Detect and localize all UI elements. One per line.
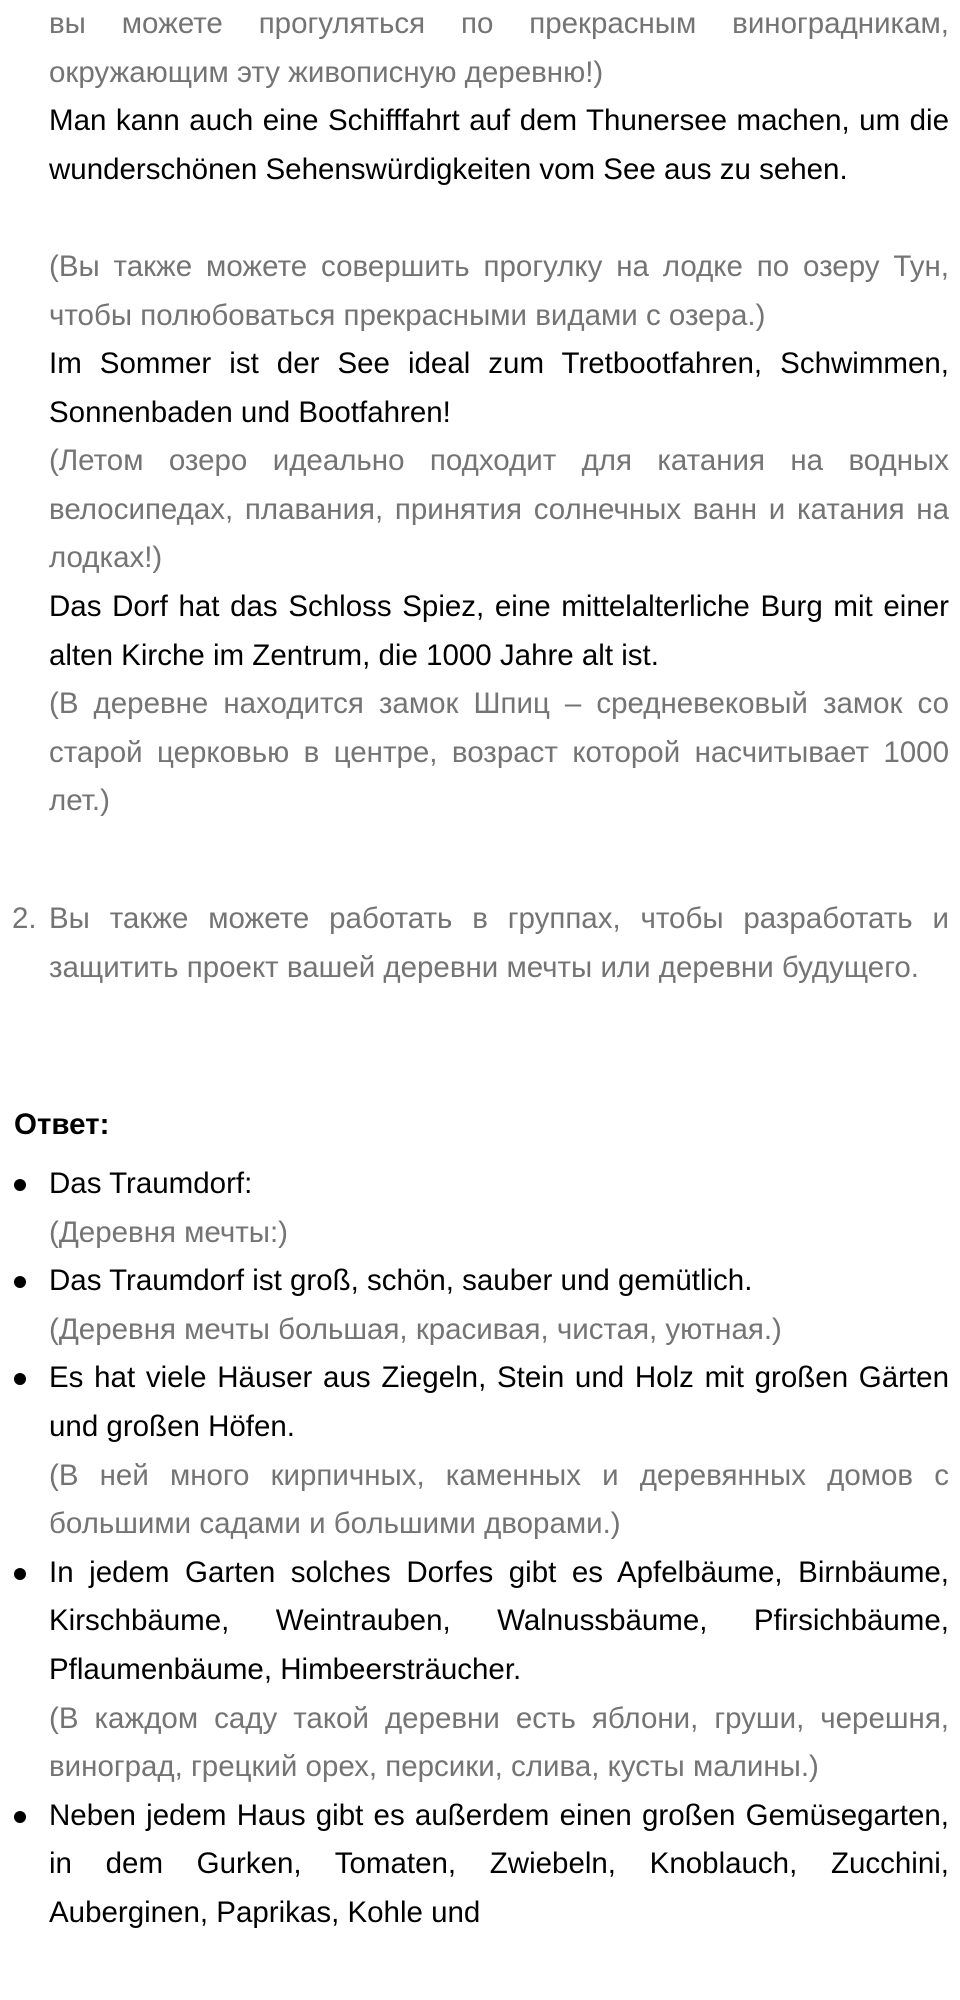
translation-text: (Деревня мечты:) xyxy=(49,1215,288,1249)
translation-text: вы можете прогуляться по прекрасным виноградникам, окружающим эту живописную деревню!) xyxy=(49,7,949,89)
bullet-icon xyxy=(14,1179,26,1191)
task-text: Вы также можете работать в группах, чтобы разработать и защитить проект вашей деревни мечты или деревни будущего. xyxy=(49,902,949,984)
translation-text: (В деревне находится замок Шпиц – средневековый замок со старой церковью в центре, возраст которой насчитывает 1000 лет.) xyxy=(49,687,949,818)
german-text: Das Traumdorf: xyxy=(49,1167,253,1200)
list-item xyxy=(0,1792,949,1938)
passage-de-1 xyxy=(49,97,949,194)
task-number: 2. xyxy=(12,902,37,935)
answer-heading: Ответ: xyxy=(14,1108,110,1141)
passage-de-3 xyxy=(49,583,949,680)
passage-ru-1 xyxy=(49,0,949,97)
bullet-icon xyxy=(14,1373,26,1385)
translation-text: (Вы также можете совершить прогулку на лодке по озеру Тун, чтобы полюбоваться прекрасными видами с озера.) xyxy=(49,250,949,332)
translation-text: (В ней много кирпичных, каменных и деревянных домов с большими садами и большими дворами.) xyxy=(49,1458,949,1541)
german-text: In jedem Garten solches Dorfes gibt es Apfelbäume, Birnbäume, Kirschbäume, Weintrauben, Walnussbäume, Pfirsichbäume, Pflaumenbäume, Himbeersträucher. xyxy=(49,1555,949,1686)
list-item xyxy=(0,1160,949,1257)
german-text: Es hat viele Häuser aus Ziegeln, Stein und Holz mit großen Gärten und großen Höfen. xyxy=(49,1361,949,1443)
bullet-icon xyxy=(14,1276,26,1288)
passage-ru-4 xyxy=(49,680,949,826)
answer-list xyxy=(0,1160,960,1938)
passage-ru-2 xyxy=(49,243,949,340)
german-text: Das Dorf hat das Schloss Spiez, eine mittelalterliche Burg mit einer alten Kirche im Zentrum, die 1000 Jahre alt ist. xyxy=(49,590,949,672)
translation-text: (Летом озеро идеально подходит для катания на водных велосипедах, плавания, принятия солнечных ванн и катания на лодках!) xyxy=(49,444,949,575)
list-item xyxy=(0,1354,949,1548)
task-2 xyxy=(12,895,949,992)
passage-ru-3 xyxy=(49,437,949,583)
bullet-icon xyxy=(14,1568,26,1580)
list-item xyxy=(0,1549,949,1792)
list-item xyxy=(0,1257,949,1354)
german-text: Im Sommer ist der See ideal zum Tretbootfahren, Schwimmen, Sonnenbaden und Bootfahren! xyxy=(49,347,949,429)
bullet-icon xyxy=(14,1811,26,1823)
german-text: Man kann auch eine Schifffahrt auf dem Thunersee machen, um die wunderschönen Sehenswürdigkeiten vom See aus zu sehen. xyxy=(49,104,949,186)
german-text: Neben jedem Haus gibt es außerdem einen großen Gemüsegarten, in dem Gurken, Tomaten, Zwiebeln, Knoblauch, Zucchini, Auberginen, Paprikas, Kohle und xyxy=(49,1798,949,1929)
german-text: Das Traumdorf ist groß, schön, sauber und gemütlich. xyxy=(49,1264,753,1298)
translation-text: (Деревня мечты большая, красивая, чистая, уютная.) xyxy=(49,1312,782,1346)
passage-de-2 xyxy=(49,340,949,437)
translation-text: (В каждом саду такой деревни есть яблони, груши, черешня, виноград, грецкий орех, персики, слива, кусты малины.) xyxy=(49,1701,949,1784)
